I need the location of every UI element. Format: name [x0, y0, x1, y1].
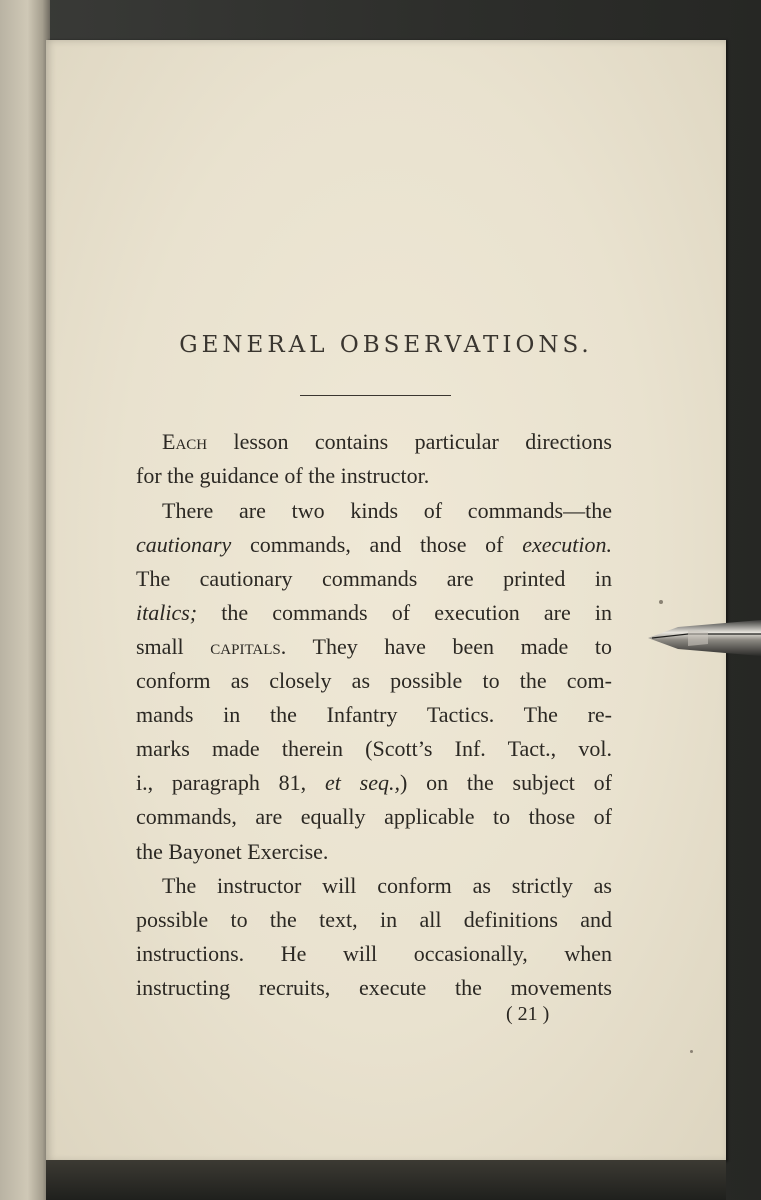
text-segment: italics;: [136, 600, 198, 625]
text-segment: ) on the subject of: [399, 770, 612, 795]
text-segment: mands in the Infantry Tactics. The re-: [136, 702, 612, 727]
text-segment: the Bayonet Exercise.: [136, 839, 329, 864]
text-line: [136, 906, 612, 934]
text-segment: instructing recruits, execute the movements: [136, 975, 612, 1000]
text-segment: the commands of execution are in: [197, 600, 612, 625]
page-number: ( 21 ): [506, 1003, 550, 1025]
text-segment: commands, are equally applicable to those of: [136, 804, 612, 829]
text-line: [162, 497, 612, 525]
text-line: [136, 701, 612, 729]
facing-page-edge: [0, 0, 50, 1200]
title-rule-divider: [300, 395, 451, 396]
text-line: [162, 428, 612, 456]
text-segment: There are two kinds of commands—the: [162, 498, 612, 523]
text-line: [136, 803, 612, 831]
text-line: [162, 872, 612, 900]
text-segment: conform as closely as possible to the com-: [136, 668, 612, 693]
text-segment: small: [136, 634, 211, 659]
text-segment: They have been made to: [286, 634, 612, 659]
text-line: [136, 667, 612, 695]
text-segment: Each: [162, 429, 208, 454]
text-line: [136, 565, 612, 593]
text-segment: The instructor will conform as strictly as: [162, 873, 612, 898]
text-segment: capitals.: [210, 634, 287, 659]
paper-speck: [659, 600, 663, 604]
text-segment: The cautionary commands are printed in: [136, 566, 612, 591]
chapter-title: GENERAL OBSERVATIONS.: [179, 332, 593, 358]
page-bottom-shadow: [46, 1160, 726, 1200]
text-line: [136, 735, 612, 763]
paper-speck: [690, 1050, 693, 1053]
text-line: [136, 974, 612, 1002]
text-segment: lesson contains particular directions: [207, 429, 612, 454]
text-segment: i., paragraph 81,: [136, 770, 325, 795]
text-line: [136, 633, 612, 661]
text-line: [136, 599, 612, 627]
text-segment: marks made therein (Scott’s Inf. Tact., vol.: [136, 736, 612, 761]
text-line: [136, 769, 612, 797]
text-segment: instructions. He will occasionally, when: [136, 941, 612, 966]
text-segment: cautionary: [136, 532, 232, 557]
text-line: [136, 838, 612, 866]
text-segment: execution.: [522, 532, 612, 557]
text-line: [136, 531, 612, 559]
text-segment: commands, and those of: [231, 532, 523, 557]
text-segment: et seq.,: [324, 770, 400, 795]
text-line: [136, 462, 612, 490]
text-segment: for the guidance of the instructor.: [136, 463, 430, 488]
pen-nib-icon: [648, 612, 761, 662]
text-segment: possible to the text, in all definitions and: [136, 907, 612, 932]
text-line: [136, 940, 612, 968]
